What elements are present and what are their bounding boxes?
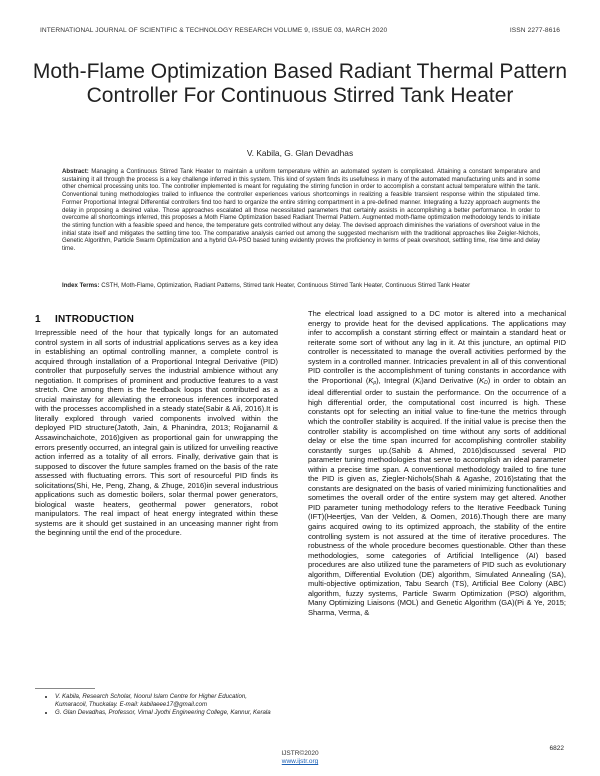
left-column xyxy=(35,314,278,538)
ki-symbol: $K_i$ xyxy=(415,375,422,386)
abstract-label: Abstract: xyxy=(62,168,89,175)
kp-symbol: $K_p$ xyxy=(368,375,377,386)
issn: ISSN 2277-8616 xyxy=(509,27,560,34)
section-title: INTRODUCTION xyxy=(55,314,135,325)
intro-text-part-1: The electrical load assigned to a DC motor is altered into a mechanical energy to provide heat for the devised applications. The applications may infer to accomplish a constant stirring effect or maintain a standard heat or reiterate some sort of without any lag in it. At this juncture, an optimal PID controller is necessitated to manage the overall activities performed by the system in a controlled manner. Intricacies prevalent in all of this conventional PID controller is the accomplishment of tuning constants in accordance with the Proportional ( xyxy=(308,309,566,385)
intro-paragraph-left: Irrepressible need of the hour that typically longs for an automated control system in all sorts of industrial applications serves as a key idea in establishing an optimal controlling manner, a complete control is acquired through installation of a Proportional Integral Derivative (PID) controller that purposefully serves the industrial ambience without any negotiation. It comprises of prominent and productive features to a vast stretch. One among them is the feedback loops that contributed as a crucial mainstay for alleviating the erroneous inferences incorporated with the processes accomplished in a steady state(Sabir & Ali, 2016).It is literally explored through varied components involved within the deployed PID structure(Jatoth, Jain, & Phanindra, 2013; Rojjanarnil & Assawinchaichote, 2016)given as proportional gain for unwrapping the errors presently occurred, an integral gain is utilized for unveiling reactive action inferred as a totality of all errors. Finally, derivative gain that is supposed to discover the future samples framed on the basis of the rate assessed with fluctuating errors. This sort of resourceful PID finds its solicitations(Shi, He, Peng, Zhang, & Zhuge, 2016)in several industrious applications such as domestic boilers, solar thermal power generators, biological waste heaters, geothermal power generators, robot manipulators. The real impact of heat energy integrated within these systems are it should get sustained in an unceasing manner right from the beginning until the end of the procedure. xyxy=(35,328,278,538)
footer-copyright: IJSTR©2020 xyxy=(281,750,319,757)
intro-text-part-3: )and Derivative ( xyxy=(421,375,480,385)
right-column xyxy=(308,309,566,618)
index-terms-label: Index Terms: xyxy=(62,282,100,289)
intro-text-part-4: ) in order to obtain an ideal differential order to sustain the performance. On the occurrence of a high differential order, the computational cost incurred is high. These constants opt for selecting an initial value to fine-tune the metrics through which the controller stability is acquired. If the initial value is precise then the controller stability is accomplished on time without any sorts of additional delay or else the time span incurred for accomplishing controller stability constantly surges up.(Sahib & Ahmed, 2016)discussed several PID parameter tuning methodologies that serve to accomplish an ideal parameter within a precise time span. A conventional methodology trailed to fine tune the PID is given as, Ziegler-Nichols(Shah & Agashe, 2016)stating that the constants are designated on the basis of varied minimizing functionalities and sometimes the overall order of the entire system may get altered. Another PID parameter tuning methodology refers to the Iterative Feedback Tuning (IFT)(Heertjes, Van der Velden, & Oomen, 2016).Though there are many gains acquired owing to its optimized approach, the stability of the entire controlling system is not assured at the time of iterative procedures. The robustness of the whole procedure becomes questionable. Other than these methodologies, some categories of Artificial Intelligence (AI) based procedures are also utilized tune the parameters of PID such as evolutionary algorithm, Differential Evolution (DE) algorithm, Simulated Annealing (SA), multi-objective optimization, Tabu Search (TS), Artificial Bee Colony (ABC) algorithm, fuzzy systems, Particle Swarm Optimization (PSO) algorithm, Many Optimizing Liaisons (MOL) and Genetic Algorithm (GA)(Pi & Ye, 2015; Sharma, Verma, & xyxy=(308,375,566,617)
footnote-item: • G. Glan Devadhas, Professor, Vimal Jyothi Engineering College, Kannur, Kerala xyxy=(55,709,278,717)
kd-symbol: $K_D$ xyxy=(479,375,488,386)
abstract xyxy=(62,168,540,253)
index-terms-text: CSTH, Moth-Flame, Optimization, Radiant Patterns, Stirred tank Heater, Continuous Stirred Tank Heater, Continuous Stirred Tank Heater xyxy=(101,282,471,289)
footnote-rule xyxy=(35,688,95,689)
paper-title: Moth-Flame Optimization Based Radiant Thermal Pattern Controller For Continuous Stirred Tank Heater xyxy=(32,60,568,107)
abstract-text: Managing a Continuous Stirred Tank Heater to maintain a uniform temperature within an automated system is complicated. Attaining a constant temperature and sustaining it all through the process is a key challenge inferred in this system. This kind of system finds its usefulness in many of the automated manufacturing units and in some other chemical processing units too. The controller implemented is meant for regulating the stirring function in order to accomplish a constant actual temperature within the tank. Conventional tuning methodologies trailed to influence the controller experiences various shortcomings in realizing a feasible transient response within the stipulated time. Former Proportional Integral Differential controllers find too hard to organize the entire stirring compartment in a pre-defined manner. Integrating a fuzzy approach augments the delay in proposing a desired value. Those approaches escalated all those necessitated parameters that certainly assists in accomplishing a better performance. In order to overcome all shortcomings inferred, this proposes a Moth Flame Optimization based Radiant Thermal Pattern. Augmented moth-flame optimization methodology tends to initiate the stirring function with a feasible speed and hence, the temperature gets controlled without any delay. The devised approach diminishes the variations of overshoot value in the initial state itself and mitigates the settling time too. The comparative analysis carried out among the suggested mechanism with the traditional approaches like Zeigler-Nichols, Genetic Algorithm, Particle Swarm Optimization and a hybrid GA-PSO based tuning evidently proves the proficiency in terms of peak overshoot, settling time, rise time and delay time. xyxy=(62,168,540,253)
intro-text-part-2: ), Integral ( xyxy=(376,375,416,385)
author-footnotes xyxy=(35,688,278,718)
page-footer xyxy=(0,750,600,766)
index-terms xyxy=(62,282,540,290)
section-heading xyxy=(35,314,278,326)
footnote-item: • V. Kabila, Research Scholar, Noorul Islam Centre for Higher Education, Kumaracoil, Thuckalay. E-mail: kabilaeee17@gmail.com xyxy=(55,693,278,708)
running-header xyxy=(40,27,560,37)
footer-link[interactable]: www.ijstr.org xyxy=(281,758,319,765)
section-number: 1 xyxy=(35,314,41,325)
journal-name: INTERNATIONAL JOURNAL OF SCIENTIFIC & TECHNOLOGY RESEARCH VOLUME 9, ISSUE 03, MARCH 2020 xyxy=(40,27,388,34)
page-number: 6822 xyxy=(549,745,564,752)
authors: V. Kabila, G. Glan Devadhas xyxy=(246,148,354,158)
